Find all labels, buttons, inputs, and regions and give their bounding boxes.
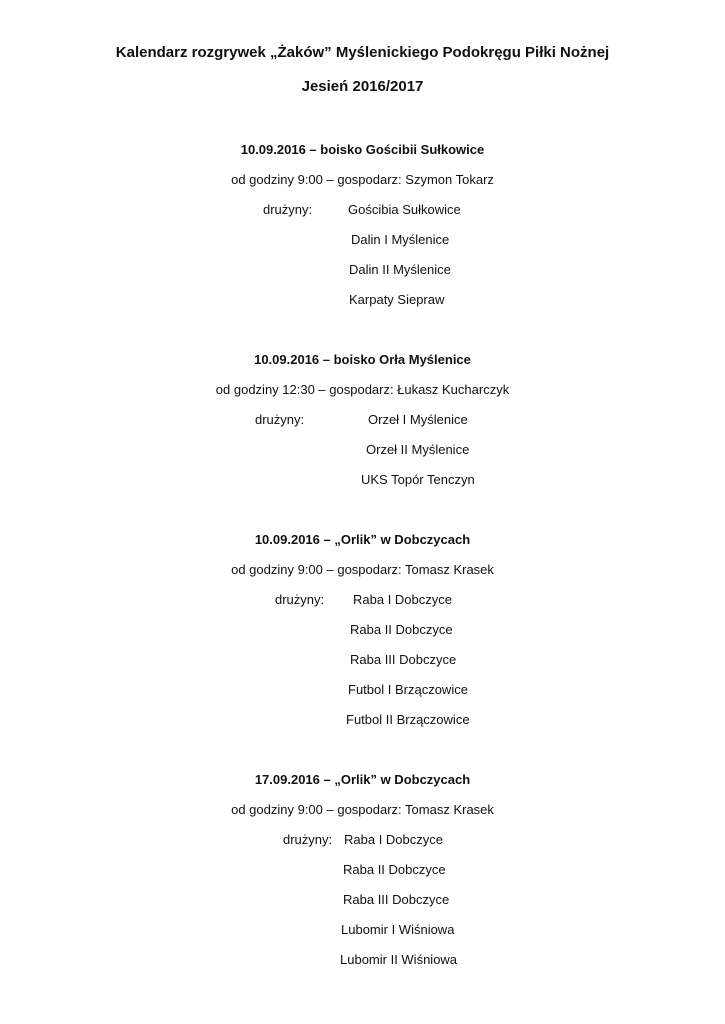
teams-label: drużyny:	[283, 832, 333, 847]
team-item: Raba II Dobczyce	[343, 862, 446, 877]
teams-label: drużyny:	[255, 412, 305, 427]
page-title: Kalendarz rozgrywek „Żaków” Myślenickiego Podokręgu Piłki Nożnej	[115, 44, 610, 61]
team-item: Orzeł I Myślenice	[368, 412, 468, 427]
team-item: Raba III Dobczyce	[343, 892, 450, 907]
event-heading: 17.09.2016 – „Orlik” w Dobczycach	[254, 772, 471, 787]
team-item: Dalin I Myślenice	[351, 232, 450, 247]
page-subtitle: Jesień 2016/2017	[301, 78, 424, 95]
team-item: Raba I Dobczyce	[353, 592, 452, 607]
team-item: UKS Topór Tenczyn	[361, 472, 475, 487]
event-time-host: od godziny 9:00 – gospodarz: Tomasz Krasek	[231, 562, 494, 577]
event-time-host: od godziny 12:30 – gospodarz: Łukasz Kucharczyk	[215, 382, 510, 397]
team-item: Futbol II Brzączowice	[346, 712, 470, 727]
teams-label: drużyny:	[275, 592, 325, 607]
team-item: Karpaty Siepraw	[349, 292, 445, 307]
event-heading: 10.09.2016 – boisko Orła Myślenice	[254, 352, 471, 367]
team-item: Orzeł II Myślenice	[366, 442, 470, 457]
event-heading: 10.09.2016 – boisko Gościbii Sułkowice	[240, 142, 485, 157]
team-item: Dalin II Myślenice	[349, 262, 451, 277]
team-item: Futbol I Brzączowice	[348, 682, 468, 697]
team-item: Lubomir I Wiśniowa	[341, 922, 455, 937]
event-time-host: od godziny 9:00 – gospodarz: Tomasz Krasek	[231, 802, 494, 817]
team-item: Gościbia Sułkowice	[348, 202, 461, 217]
team-item: Lubomir II Wiśniowa	[340, 952, 458, 967]
team-item: Raba I Dobczyce	[344, 832, 443, 847]
team-item: Raba II Dobczyce	[350, 622, 453, 637]
event-heading: 10.09.2016 – „Orlik” w Dobczycach	[254, 532, 471, 547]
event-time-host: od godziny 9:00 – gospodarz: Szymon Tokarz	[231, 172, 494, 187]
team-item: Raba III Dobczyce	[350, 652, 457, 667]
teams-label: drużyny:	[263, 202, 313, 217]
